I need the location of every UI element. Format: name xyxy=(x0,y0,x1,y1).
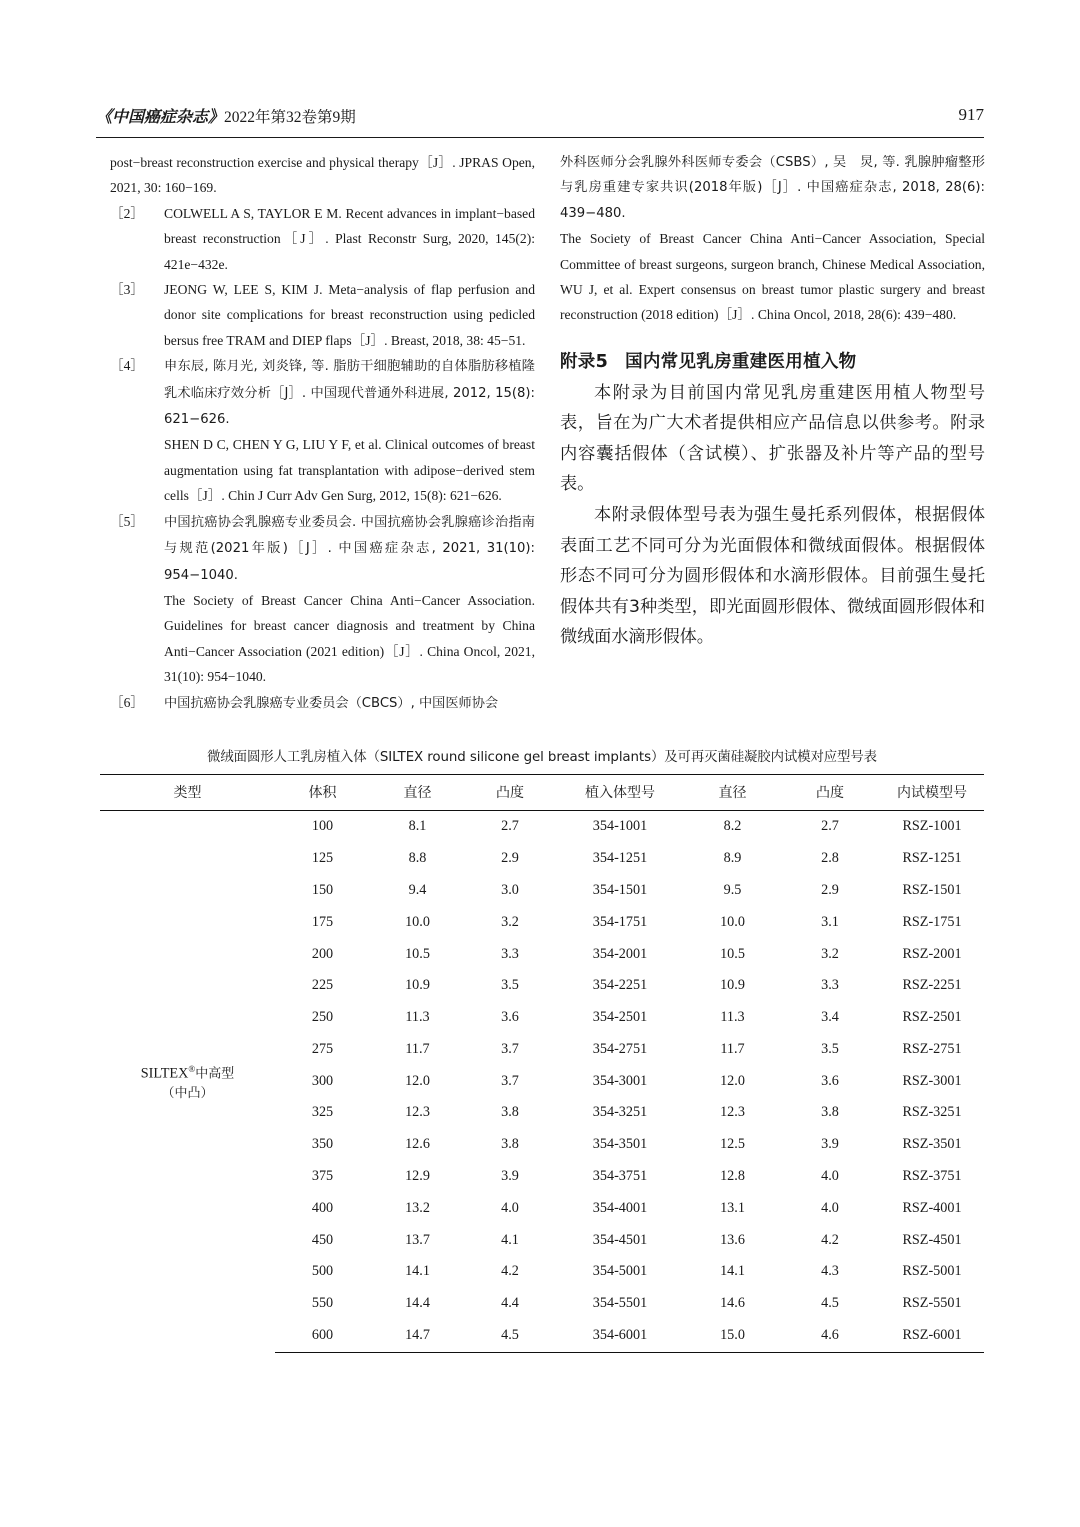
table-cell-diameter-1: 8.1 xyxy=(408,818,427,835)
column-header-projection-1: 凸度 xyxy=(465,775,555,811)
type-label-brand: SILTEX xyxy=(140,1066,189,1083)
table-cell-diameter-2: 12.0 xyxy=(720,1072,745,1089)
table-cell-projection-2: 4.3 xyxy=(821,1263,839,1280)
table-cell-sizer-model: RSZ-3001 xyxy=(902,1072,962,1089)
table-cell-diameter-1: 9.4 xyxy=(408,881,427,898)
reference-continuation: post−breast reconstruction exercise and physical therapy［J］. JPRAS Open, 2021, 30: 160−169. xyxy=(110,155,535,196)
table-cell-diameter-1: 12.6 xyxy=(405,1136,430,1153)
table-cell-projection-2: 3.4 xyxy=(821,1009,839,1026)
table-cell-sizer-model: RSZ-2501 xyxy=(902,1009,962,1026)
table-cell-implant-model: 354-2751 xyxy=(592,1040,648,1057)
table-cell-projection-2: 3.1 xyxy=(821,913,839,930)
table-cell-implant-model: 354-5501 xyxy=(592,1295,648,1312)
table-cell-implant-model: 354-4001 xyxy=(592,1199,648,1216)
column-header-diameter-2: 直径 xyxy=(685,775,780,811)
table-cell-volume: 200 xyxy=(311,945,334,962)
table-body xyxy=(100,811,984,1353)
table-cell-projection-2: 3.9 xyxy=(821,1136,839,1153)
table-cell-projection-2: 4.2 xyxy=(821,1231,839,1248)
table-cell-sizer-model: RSZ-4501 xyxy=(902,1231,962,1248)
table-cell-projection-2: 4.0 xyxy=(821,1199,839,1216)
registered-trademark-icon: ® xyxy=(188,1064,196,1075)
implant-model-table xyxy=(100,774,984,1353)
reference-item-4-translation: SHEN D C, CHEN Y G, LIU Y F, et al. Clinical outcomes of breast augmentation using fat transplantation with adipose−derived stem cells［J］. Chin J Curr Adv Gen Surg, 2012, 15(8): 621−626. xyxy=(164,437,535,504)
table-cell-sizer-model: RSZ-4001 xyxy=(902,1199,962,1216)
table-cell-diameter-1: 14.1 xyxy=(405,1263,430,1280)
reference-text: 中国抗癌协会乳腺癌专业委员会（CBCS）, 中国医师协会 xyxy=(164,695,499,711)
column-header-diameter-1: 直径 xyxy=(370,775,465,811)
table-cell-volume: 600 xyxy=(275,1320,370,1353)
table-cell-diameter-1: 12.3 xyxy=(405,1104,430,1121)
table-cell-diameter-1: 11.7 xyxy=(405,1040,430,1057)
type-label-sub: （中凸） xyxy=(161,1086,214,1102)
table-cell-diameter-2: 12.5 xyxy=(720,1136,745,1153)
table-cell-projection-1: 3.8 xyxy=(501,1136,519,1153)
table-cell-diameter-2: 13.6 xyxy=(720,1231,745,1248)
table-cell-projection-2: 4.0 xyxy=(821,1167,839,1184)
table-cell-volume: 125 xyxy=(311,850,334,867)
table-cell-projection-1: 3.8 xyxy=(501,1104,519,1121)
table-cell-projection-2: 3.8 xyxy=(821,1104,839,1121)
implant-table-section xyxy=(100,748,984,1353)
table-cell-volume: 500 xyxy=(311,1263,334,1280)
table-cell-projection-2: 4.6 xyxy=(780,1320,880,1353)
table-cell-type xyxy=(100,811,275,1353)
table-cell-sizer-model: RSZ-6001 xyxy=(880,1320,984,1353)
table-cell-sizer-model: RSZ-5001 xyxy=(902,1263,962,1280)
table-cell-volume: 375 xyxy=(311,1167,334,1184)
column-header-type: 类型 xyxy=(100,775,275,811)
table-cell-diameter-1: 12.9 xyxy=(405,1167,430,1184)
header-divider xyxy=(96,137,984,138)
table-cell-diameter-2: 11.7 xyxy=(720,1040,745,1057)
table-cell-implant-model: 354-4501 xyxy=(592,1231,648,1248)
table-cell-sizer-model: RSZ-2751 xyxy=(902,1040,962,1057)
page-number: 917 xyxy=(958,105,984,124)
table-cell-diameter-1: 10.0 xyxy=(405,913,430,930)
table-cell-diameter-1: 10.9 xyxy=(405,977,430,994)
table-cell-diameter-2: 15.0 xyxy=(685,1320,780,1353)
table-cell-diameter-1: 11.3 xyxy=(405,1009,430,1026)
table-cell-diameter-2: 14.6 xyxy=(720,1295,745,1312)
reference-text: 中国抗癌协会乳腺癌专业委员会. 中国抗癌协会乳腺癌诊治指南与规范(2021年版)［J］. 中国癌症杂志, 2021, 31(10): 954−1040. xyxy=(164,514,535,583)
table-cell-implant-model: 354-1001 xyxy=(592,818,648,835)
running-head-left xyxy=(96,104,356,127)
table-cell-sizer-model: RSZ-1501 xyxy=(902,881,962,898)
table-cell-projection-1: 3.7 xyxy=(501,1040,519,1057)
table-cell-projection-1: 2.9 xyxy=(501,850,519,867)
reference-item-2 xyxy=(110,201,535,277)
reference-item-3 xyxy=(110,277,535,353)
table-cell-diameter-2: 9.5 xyxy=(723,881,742,898)
table-cell-implant-model: 354-5001 xyxy=(592,1263,648,1280)
table-cell-implant-model: 354-3251 xyxy=(592,1104,648,1121)
appendix-heading xyxy=(560,347,985,377)
column-header-projection-2: 凸度 xyxy=(780,775,880,811)
table-cell-diameter-2: 12.8 xyxy=(720,1167,745,1184)
table-cell-diameter-1: 13.2 xyxy=(405,1199,430,1216)
table-cell-projection-1: 3.3 xyxy=(501,945,519,962)
table-cell-projection-2: 3.6 xyxy=(821,1072,839,1089)
journal-issue: 2022年第32卷第9期 xyxy=(224,109,356,126)
table-cell-volume: 325 xyxy=(311,1104,334,1121)
table-cell-volume: 400 xyxy=(311,1199,334,1216)
running-head xyxy=(96,104,984,138)
table-cell-volume: 175 xyxy=(311,913,334,930)
table-cell-sizer-model: RSZ-1751 xyxy=(902,913,962,930)
table-cell-volume: 100 xyxy=(311,818,334,835)
table-cell-diameter-1: 14.7 xyxy=(370,1320,465,1353)
reference-text: 申东辰, 陈月光, 刘炎锋, 等. 脂肪干细胞辅助的自体脂肪移植隆乳术临床疗效分析［J］. 中国现代普通外科进展, 2012, 15(8): 621−626. xyxy=(164,359,535,428)
table-cell-projection-2: 3.3 xyxy=(821,977,839,994)
table-cell-volume: 275 xyxy=(311,1040,334,1057)
table-cell-diameter-2: 8.2 xyxy=(723,818,742,835)
right-column xyxy=(560,150,985,653)
reference-item-6 xyxy=(110,690,535,716)
table-cell-sizer-model: RSZ-5501 xyxy=(902,1295,962,1312)
table-cell-implant-model: 354-3001 xyxy=(592,1072,648,1089)
table-cell-implant-model: 354-1501 xyxy=(592,881,648,898)
table-header-row xyxy=(100,775,984,811)
table-cell-implant-model: 354-2251 xyxy=(592,977,648,994)
table-cell-diameter-1: 13.7 xyxy=(405,1231,430,1248)
appendix-paragraph-1: 本附录为目前国内常见乳房重建医用植人物型号表，旨在为广大术者提供相应产品信息以供参考。附录内容囊括假体（含试模）、扩张器及补片等产品的型号表。 xyxy=(560,382,985,495)
appendix-paragraph-2: 本附录假体型号表为强生曼托系列假体，根据假体表面工艺不同可分为光面假体和微绒面假体。根据假体形态不同可分为圆形假体和水滴形假体。目前强生曼托假体共有3种类型，即光面圆形假体、微绒面圆形假体和微绒面水滴形假体。 xyxy=(560,505,985,648)
reference-number: ［2］ xyxy=(110,205,144,221)
table-cell-projection-2: 3.2 xyxy=(821,945,839,962)
table-cell-volume: 225 xyxy=(311,977,334,994)
table-cell-sizer-model: RSZ-1251 xyxy=(902,850,962,867)
table-cell-projection-1: 4.2 xyxy=(501,1263,519,1280)
table-cell-implant-model: 354-6001 xyxy=(555,1320,685,1353)
table-cell-projection-1: 4.4 xyxy=(501,1295,519,1312)
table-cell-volume: 300 xyxy=(311,1072,334,1089)
table-cell-projection-2: 2.8 xyxy=(821,850,839,867)
table-cell-projection-2: 4.5 xyxy=(821,1295,839,1312)
table-cell-projection-1: 3.0 xyxy=(501,881,519,898)
table-cell-implant-model: 354-1251 xyxy=(592,850,648,867)
table-cell-diameter-1: 12.0 xyxy=(405,1072,430,1089)
table-cell-implant-model: 354-1751 xyxy=(592,913,648,930)
column-header-sizer-model: 内试模型号 xyxy=(880,775,984,811)
table-cell-sizer-model: RSZ-1001 xyxy=(902,818,962,835)
table-cell-diameter-2: 12.3 xyxy=(720,1104,745,1121)
reference-item-5-translation: The Society of Breast Cancer China Anti−Cancer Association. Guidelines for breast cancer diagnosis and treatment by China Anti−Cancer Association (2021 edition)［J］. China Oncol, 2021, 31(10): 954−1040. xyxy=(164,592,535,685)
reference-number: ［3］ xyxy=(110,282,144,298)
table-cell-sizer-model: RSZ-3751 xyxy=(902,1167,962,1184)
reference-text: JEONG W, LEE S, KIM J. Meta−analysis of flap perfusion and donor site complications for breast reconstruction using pedicled bersus free TRAM and DIEP flaps［J］. Breast, 2018, 38: 45−51. xyxy=(164,282,535,348)
table-cell-volume: 250 xyxy=(311,1009,334,1026)
table-cell-implant-model: 354-2001 xyxy=(592,945,648,962)
table-cell-diameter-1: 8.8 xyxy=(408,850,427,867)
table-cell-diameter-2: 10.9 xyxy=(720,977,745,994)
table-cell-volume: 350 xyxy=(311,1136,334,1153)
journal-title: 《中国癌症杂志》 xyxy=(96,107,225,126)
table-cell-projection-1: 3.5 xyxy=(501,977,519,994)
column-header-implant-model: 植入体型号 xyxy=(555,775,685,811)
table-cell-projection-1: 3.2 xyxy=(501,913,519,930)
table-cell-volume: 550 xyxy=(311,1295,334,1312)
left-column xyxy=(110,150,535,716)
table-caption: 微绒面圆形人工乳房植入体（SILTEX round silicone gel breast implants）及可再灭菌硅凝胶内试模对应型号表 xyxy=(207,750,877,765)
column-header-volume: 体积 xyxy=(275,775,370,811)
type-label-cn: 中高型 xyxy=(195,1067,235,1083)
table-header xyxy=(100,775,984,811)
table-cell-sizer-model: RSZ-2251 xyxy=(902,977,962,994)
table-cell-sizer-model: RSZ-3251 xyxy=(902,1104,962,1121)
table-row xyxy=(100,811,984,843)
table-cell-projection-1: 3.7 xyxy=(501,1072,519,1089)
table-cell-diameter-2: 11.3 xyxy=(720,1009,745,1026)
table-cell-projection-1: 4.0 xyxy=(501,1199,519,1216)
reference-number: ［6］ xyxy=(110,694,144,710)
table-cell-projection-2: 2.9 xyxy=(821,881,839,898)
table-cell-diameter-2: 8.9 xyxy=(723,850,742,867)
table-cell-sizer-model: RSZ-3501 xyxy=(902,1136,962,1153)
reference-item-6-translation: The Society of Breast Cancer China Anti−Cancer Association, Special Committee of breast surgeons, surgeon branch, Chinese Medical Association, WU J, et al. Expert consensus on breast tumor plastic surgery and breast reconstruction (2018 edition)［J］. China Oncol, 2018, 28(6): 439−480. xyxy=(560,231,985,323)
table-cell-projection-1: 4.1 xyxy=(501,1231,519,1248)
table-cell-volume: 150 xyxy=(311,881,334,898)
table-cell-implant-model: 354-3751 xyxy=(592,1167,648,1184)
table-cell-diameter-2: 13.1 xyxy=(720,1199,745,1216)
table-cell-projection-2: 2.7 xyxy=(821,818,839,835)
table-cell-diameter-2: 10.0 xyxy=(720,913,745,930)
reference-item-6-continued: 外科医师分会乳腺外科医师专委会（CSBS）, 吴 炅, 等. 乳腺肿瘤整形与乳房重建专家共识(2018年版)［J］. 中国癌症杂志, 2018, 28(6): 439−480. xyxy=(560,155,985,221)
table-cell-projection-1: 3.6 xyxy=(501,1009,519,1026)
reference-item-4 xyxy=(110,353,535,432)
table-cell-projection-2: 3.5 xyxy=(821,1040,839,1057)
table-cell-implant-model: 354-2501 xyxy=(592,1009,648,1026)
appendix-title: 国内常见乳房重建医用植入物 xyxy=(625,351,857,372)
table-cell-implant-model: 354-3501 xyxy=(592,1136,648,1153)
table-cell-projection-1: 2.7 xyxy=(501,818,519,835)
table-cell-projection-1: 3.9 xyxy=(501,1167,519,1184)
table-cell-diameter-1: 14.4 xyxy=(405,1295,430,1312)
reference-number: ［4］ xyxy=(110,358,144,374)
table-cell-volume: 450 xyxy=(311,1231,334,1248)
reference-item-5 xyxy=(110,509,535,588)
reference-number: ［5］ xyxy=(110,513,144,529)
table-cell-diameter-2: 10.5 xyxy=(720,945,745,962)
table-cell-projection-1: 4.5 xyxy=(465,1320,555,1353)
table-cell-diameter-2: 14.1 xyxy=(720,1263,745,1280)
reference-text: COLWELL A S, TAYLOR E M. Recent advances in implant−based breast reconstruction［J］. Plast Reconstr Surg, 2020, 145(2): 421e−432e. xyxy=(164,205,535,272)
table-cell-sizer-model: RSZ-2001 xyxy=(902,945,962,962)
table-cell-diameter-1: 10.5 xyxy=(405,945,430,962)
appendix-label: 附录5 xyxy=(560,351,609,372)
